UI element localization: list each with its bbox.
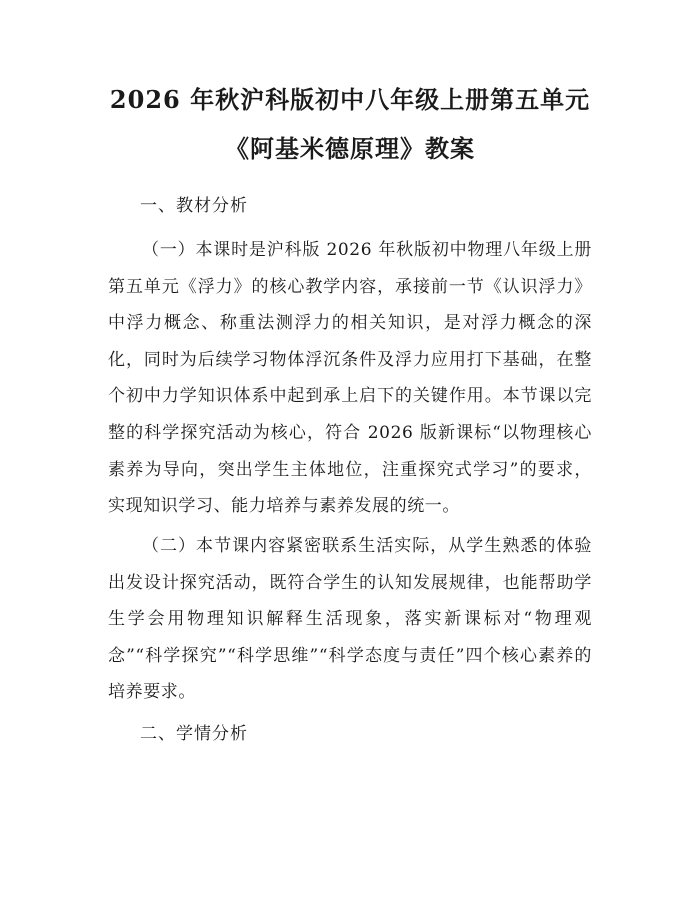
section-heading-textbook-analysis: 一、教材分析	[140, 196, 248, 216]
paragraph-textbook-analysis-2: （二）本节课内容紧密联系生活实际，从学生熟悉的体验出发设计探究活动，既符合学生的认知发展规律，也能帮助学生学会用物理知识解释生活现象，落实新课标对“物理观念”“科学探究”“科学思维”“科学态度与责任”四个核心素养的培养要求。	[108, 536, 592, 703]
document-title-line-1: 2026 年秋沪科版初中八年级上册第五单元	[109, 85, 591, 114]
document-title-line-2: 《阿基米德原理》教案	[225, 134, 475, 163]
section-heading-learner-analysis: 二、学情分析	[140, 724, 248, 744]
paragraph-textbook-analysis-1: （一）本课时是沪科版 2026 年秋版初中物理八年级上册第五单元《浮力》的核心教学内容，承接前一节《认识浮力》中浮力概念、称重法测浮力的相关知识，是对浮力概念的深化，同时为后续学习物体浮沉条件及浮力应用打下基础，在整个初中力学知识体系中起到承上启下的关键作用。本节课以完整的科学探究活动为核心，符合 2026 版新课标“以物理核心素养为导向，突出学生主体地位，注重探究式学习”的要求，实现知识学习、能力培养与素养发展的统一。	[108, 240, 592, 517]
